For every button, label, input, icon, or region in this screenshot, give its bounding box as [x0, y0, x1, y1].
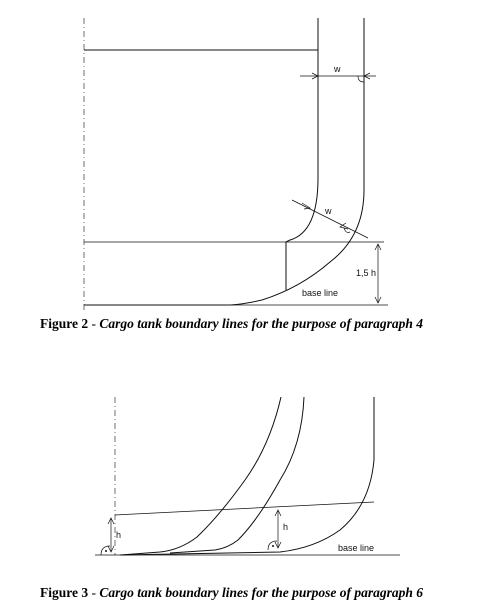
figure-2-separator: -	[88, 316, 100, 331]
fig3-slope-line	[115, 502, 374, 515]
fig2-height-label: 1,5 h	[356, 268, 377, 278]
fig2-inner-hull	[286, 18, 318, 242]
fig3-h-right-label: h	[283, 522, 289, 532]
figure-2-drawing	[84, 18, 388, 310]
figure-2-number: Figure 2	[40, 316, 89, 331]
figure-3-caption	[40, 585, 423, 601]
fig2-w-top-right-angle	[358, 76, 364, 82]
fig3-outer-hull	[120, 397, 374, 555]
fig2-w-bilge-arrow-1	[302, 203, 310, 209]
fig2-base-line-label: base line	[302, 288, 339, 298]
fig3-right-angle-dot	[272, 545, 274, 547]
figure-3-separator: -	[88, 585, 100, 600]
figure-3-number: Figure 3	[40, 585, 89, 600]
fig3-h-left-label: h	[116, 530, 122, 540]
fig3-boundary-curve-2	[120, 397, 281, 555]
figure-3-drawing	[95, 397, 400, 555]
fig2-outer-hull	[84, 18, 364, 305]
fig3-base-line-label: base line	[338, 543, 375, 553]
figure-2-caption	[40, 316, 423, 332]
fig3-left-angle-dot	[105, 550, 107, 552]
figure-3-caption-text: Cargo tank boundary lines for the purpose of paragraph 6	[99, 585, 424, 600]
fig2-w-top-label: w	[334, 64, 341, 74]
figure-2-caption-text: Cargo tank boundary lines for the purpose of paragraph 4	[99, 316, 424, 331]
fig2-w-bilge-label: w	[325, 206, 332, 216]
